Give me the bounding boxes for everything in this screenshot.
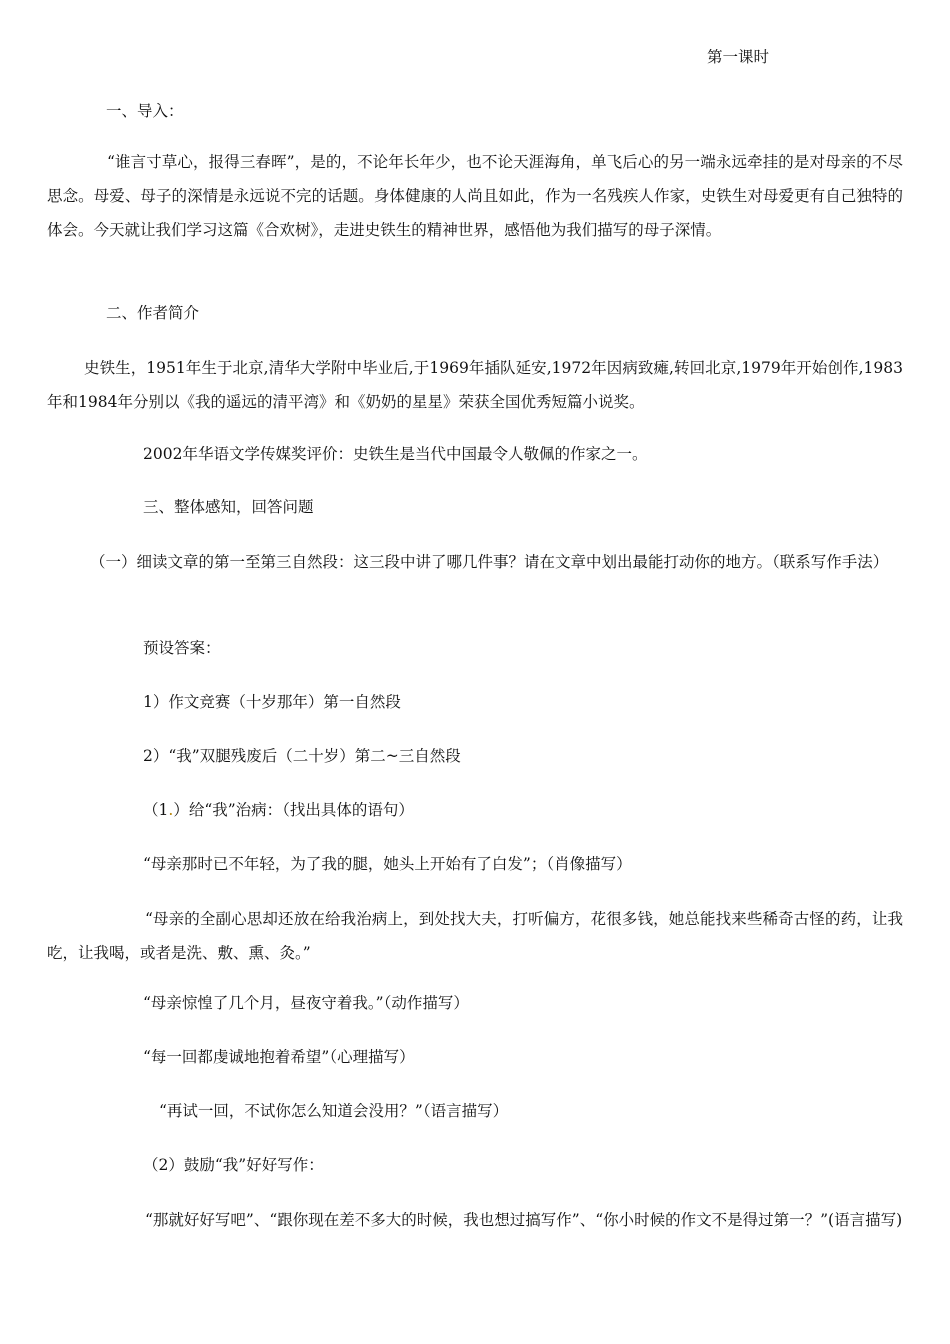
sub-item-1-dot: . <box>168 801 174 819</box>
author-bio-paragraph: 史铁生，1951年生于北京,清华大学附中毕业后,于1969年插队延安,1972年因病致瘫,转回北京,1979年开始创作,1983年和1984年分别以《我的遥远的清平湾》和《奶奶的星星》荣获全国优秀短篇小说奖。 <box>47 359 903 411</box>
quote-speech: “再试一回，不试你怎么知道会没用？”（语言描写） <box>159 1102 509 1120</box>
quote-psychology: “每一回都虔诚地抱着希望”（心理描写） <box>143 1048 415 1066</box>
section-2-title: 二、作者简介 <box>106 304 200 322</box>
quote-portrait: “母亲那时已不年轻，为了我的腿，她头上开始有了白发”；（肖像描写） <box>143 855 632 873</box>
quote-encourage: “那就好好写吧”、“跟你现在差不多大的时候，我也想过搞写作”、“你小时候的作文不是得过第一？”(语言描写) <box>145 1211 903 1229</box>
answer-item-1: 1）作文竞赛（十岁那年）第一自然段 <box>143 693 401 711</box>
section-3-title: 三、整体感知，回答问题 <box>143 498 314 516</box>
sub-item-1 <box>143 799 414 821</box>
sub-item-2: （2）鼓励“我”好好写作： <box>143 1156 324 1174</box>
sub-item-1-rest: ）给“我”治病：（找出具体的语句） <box>173 801 414 819</box>
question-1: （一）细读文章的第一至第三自然段：这三段中讲了哪几件事？请在文章中划出最能打动你的地方。（联系写作手法） <box>90 553 889 571</box>
quote-action: “母亲惊惶了几个月，昼夜守着我。”（动作描写） <box>143 994 469 1012</box>
answer-item-2: 2）“我”双腿残废后（二十岁）第二~三自然段 <box>143 747 461 765</box>
quote-treatment: “母亲的全副心思却还放在给我治病上，到处找大夫，打听偏方，花很多钱，她总能找来些稀奇古怪的药，让我吃，让我喝，或者是洗、敷、熏、灸。” <box>47 910 903 962</box>
intro-paragraph: “谁言寸草心，报得三春晖”，是的，不论年长年少，也不论天涯海角，单飞后心的另一端永远牵挂的是对母亲的不尽思念。母爱、母子的深情是永远说不完的话题。身体健康的人尚且如此，作为一名残疾人作家，史铁生对母爱更有自己独特的体会。今天就让我们学习这篇《合欢树》，走进史铁生的精神世界，感悟他为我们描写的母子深情。 <box>47 153 903 239</box>
preset-answer-label: 预设答案： <box>143 639 221 657</box>
section-1-title: 一、导入： <box>106 102 184 120</box>
sub-item-1-open: （1 <box>143 801 169 819</box>
lesson-header: 第一课时 <box>707 48 770 66</box>
award-note: 2002年华语文学传媒奖评价：史铁生是当代中国最令人敬佩的作家之一。 <box>143 445 648 463</box>
